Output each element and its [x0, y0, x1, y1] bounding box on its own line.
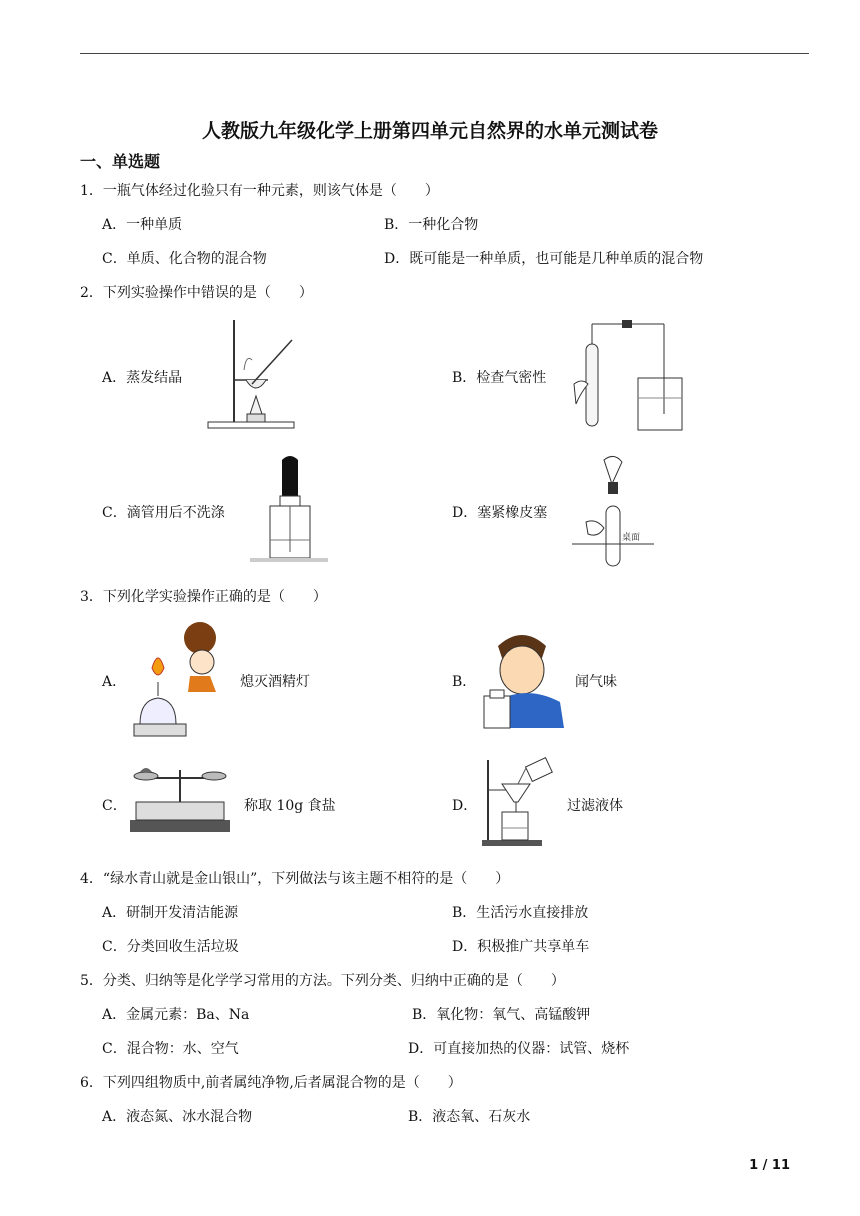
q2-option-d: D．塞紧橡皮塞 — [452, 505, 548, 521]
q3-option-c-text: 称取 10g 食盐 — [244, 798, 336, 814]
question-2-stem: 2．下列实验操作中错误的是（ ） — [80, 285, 313, 301]
q6-option-a: A．液态氮、冰水混合物 — [102, 1109, 253, 1125]
blow-out-alcohol-lamp-image — [130, 612, 222, 744]
evaporation-apparatus-image — [200, 314, 300, 436]
q2-option-b: B．检查气密性 — [452, 370, 547, 386]
header-rule — [80, 53, 809, 54]
q5-option-d: D．可直接加热的仪器：试管、烧杯 — [408, 1041, 630, 1057]
q2-option-a: A．蒸发结晶 — [102, 370, 183, 386]
page-title: 人教版九年级化学上册第四单元自然界的水单元测试卷 — [201, 120, 658, 142]
q3-option-b-text: 闻气味 — [575, 674, 617, 690]
rubber-stopper-image — [568, 448, 658, 574]
q4-option-b: B．生活污水直接排放 — [452, 905, 589, 921]
dropper-bottle-image — [246, 452, 332, 568]
airtightness-check-image — [568, 314, 684, 438]
desk-label: 桌面 — [622, 533, 641, 543]
q5-option-b: B．氧化物：氧气、高锰酸钾 — [412, 1007, 591, 1023]
page-number: 1 / 11 — [749, 1158, 790, 1173]
q4-option-c: C．分类回收生活垃圾 — [102, 939, 239, 955]
q3-option-a: A． — [102, 674, 127, 690]
q1-option-c: C．单质、化合物的混合物 — [102, 251, 267, 267]
filtration-image — [478, 754, 560, 850]
q4-option-d: D．积极推广共享单车 — [452, 939, 590, 955]
question-3-stem: 3．下列化学实验操作正确的是（ ） — [80, 589, 327, 605]
question-6-stem: 6．下列四组物质中,前者属纯净物,后者属混合物的是（ ） — [80, 1075, 462, 1091]
q2-option-c: C．滴管用后不洗涤 — [102, 505, 225, 521]
q3-option-d: D． — [452, 798, 478, 814]
q3-option-b: B． — [452, 674, 477, 690]
q6-option-b: B．液态氧、石灰水 — [408, 1109, 531, 1125]
q3-option-a-text: 熄灭酒精灯 — [240, 674, 310, 690]
section-heading: 一、单选题 — [80, 152, 161, 171]
balance-scale-image — [128, 762, 232, 836]
q4-option-a: A．研制开发清洁能源 — [102, 905, 239, 921]
q5-option-a: A．金属元素：Ba、Na — [102, 1007, 250, 1023]
q1-option-a: A．一种单质 — [102, 217, 183, 233]
q3-option-d-text: 过滤液体 — [567, 798, 623, 814]
q3-option-c: C． — [102, 798, 127, 814]
smell-gas-image — [478, 626, 570, 730]
question-4-stem: 4．“绿水青山就是金山银山”，下列做法与该主题不相符的是（ ） — [80, 871, 510, 887]
q1-option-b: B．一种化合物 — [384, 217, 479, 233]
q5-option-c: C．混合物：水、空气 — [102, 1041, 239, 1057]
question-5-stem: 5．分类、归纳等是化学学习常用的方法。下列分类、归纳中正确的是（ ） — [80, 973, 565, 989]
q1-option-d: D．既可能是一种单质，也可能是几种单质的混合物 — [384, 251, 704, 267]
question-1-stem: 1．一瓶气体经过化验只有一种元素，则该气体是（ ） — [80, 183, 439, 199]
